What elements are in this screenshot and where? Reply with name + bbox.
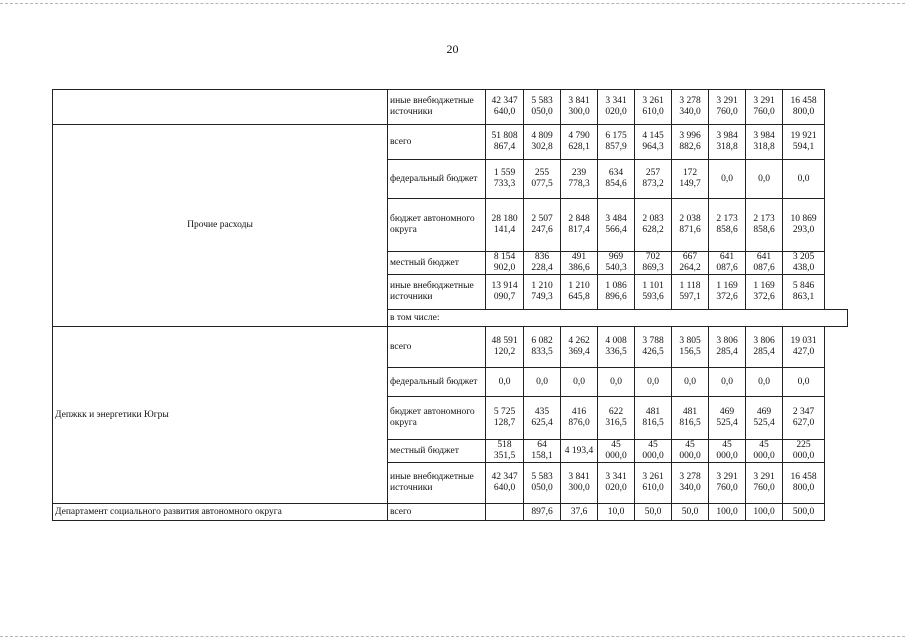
value-cell: 2 083 628,2 [635,199,672,252]
value-cell: 0,0 [486,368,524,397]
value-cell: 0,0 [746,368,783,397]
source-cell: бюджет автономного округа [388,397,486,440]
value-cell: 3 788 426,5 [635,327,672,368]
value-cell: 4 145 964,3 [635,125,672,160]
value-cell: 10 869 293,0 [783,199,825,252]
value-cell: 0,0 [672,368,709,397]
program-cell: Депжкк и энергетики Югры [53,327,388,504]
section-label: в том числе: [388,310,848,327]
value-cell: 4 008 336,5 [598,327,635,368]
value-cell: 6 175 857,9 [598,125,635,160]
source-cell: иные внебюджетные источники [388,90,486,125]
value-cell: 2 038 871,6 [672,199,709,252]
value-cell: 3 291 760,0 [709,463,746,504]
value-cell: 45 000,0 [598,440,635,463]
value-cell: 0,0 [783,368,825,397]
value-cell: 3 291 760,0 [709,90,746,125]
page-number: 20 [446,42,459,56]
value-cell: 3 341 020,0 [598,90,635,125]
source-cell: местный бюджет [388,440,486,463]
value-cell: 702 869,3 [635,252,672,275]
value-cell: 0,0 [746,160,783,199]
value-cell: 634 854,6 [598,160,635,199]
value-cell: 4 809 302,8 [524,125,561,160]
value-cell: 3 291 760,0 [746,90,783,125]
value-cell: 416 876,0 [561,397,598,440]
value-cell: 3 278 340,0 [672,90,709,125]
value-cell: 836 228,4 [524,252,561,275]
value-cell: 100,0 [746,504,783,521]
scan-top-edge [0,3,905,4]
value-cell: 37,6 [561,504,598,521]
value-cell: 0,0 [709,160,746,199]
value-cell: 3 261 610,0 [635,463,672,504]
value-cell: 5 846 863,1 [783,275,825,310]
value-cell: 0,0 [783,160,825,199]
value-cell: 1 210 645,8 [561,275,598,310]
value-cell: 42 347 640,0 [486,463,524,504]
value-cell: 19 921 594,1 [783,125,825,160]
table-row [53,327,848,368]
program-cell-blank [53,90,388,125]
value-cell: 641 087,6 [709,252,746,275]
value-cell-empty [486,504,524,521]
value-cell: 2 173 858,6 [746,199,783,252]
table-row [53,125,848,160]
value-cell: 48 591 120,2 [486,327,524,368]
value-cell: 518 351,5 [486,440,524,463]
value-cell: 491 386,6 [561,252,598,275]
value-cell: 225 000,0 [783,440,825,463]
budget-table [52,89,848,521]
value-cell: 469 525,4 [709,397,746,440]
value-cell: 19 031 427,0 [783,327,825,368]
table-row [53,90,848,125]
value-cell: 255 077,5 [524,160,561,199]
value-cell: 1 169 372,6 [746,275,783,310]
value-cell: 1 169 372,6 [709,275,746,310]
value-cell: 0,0 [635,368,672,397]
value-cell: 2 347 627,0 [783,397,825,440]
scan-bottom-edge [0,636,905,637]
value-cell: 1 086 896,6 [598,275,635,310]
value-cell: 481 816,5 [672,397,709,440]
value-cell: 3 806 285,4 [746,327,783,368]
value-cell: 3 984 318,8 [709,125,746,160]
value-cell: 4 193,4 [561,440,598,463]
source-cell: всего [388,504,486,521]
program-cell: Департамент социального развития автономного округа [53,504,388,521]
value-cell: 0,0 [561,368,598,397]
value-cell: 3 341 020,0 [598,463,635,504]
value-cell: 5 583 050,0 [524,463,561,504]
value-cell: 239 778,3 [561,160,598,199]
value-cell: 897,6 [524,504,561,521]
value-cell: 50,0 [635,504,672,521]
value-cell: 5 583 050,0 [524,90,561,125]
value-cell: 45 000,0 [672,440,709,463]
value-cell: 2 173 858,6 [709,199,746,252]
value-cell: 5 725 128,7 [486,397,524,440]
source-cell: всего [388,125,486,160]
value-cell: 3 261 610,0 [635,90,672,125]
source-cell: бюджет автономного округа [388,199,486,252]
value-cell: 3 205 438,0 [783,252,825,275]
value-cell: 3 291 760,0 [746,463,783,504]
value-cell: 500,0 [783,504,825,521]
value-cell: 8 154 902,0 [486,252,524,275]
source-cell: иные внебюджетные источники [388,275,486,310]
value-cell: 3 841 300,0 [561,90,598,125]
value-cell: 1 210 749,3 [524,275,561,310]
value-cell: 3 841 300,0 [561,463,598,504]
value-cell: 4 790 628,1 [561,125,598,160]
value-cell: 622 316,5 [598,397,635,440]
value-cell: 3 805 156,5 [672,327,709,368]
value-cell: 13 914 090,7 [486,275,524,310]
value-cell: 2 848 817,4 [561,199,598,252]
value-cell: 2 507 247,6 [524,199,561,252]
value-cell: 45 000,0 [709,440,746,463]
value-cell: 28 180 141,4 [486,199,524,252]
value-cell: 1 118 597,1 [672,275,709,310]
value-cell: 42 347 640,0 [486,90,524,125]
value-cell: 100,0 [709,504,746,521]
value-cell: 4 262 369,4 [561,327,598,368]
source-cell: всего [388,327,486,368]
value-cell: 641 087,6 [746,252,783,275]
value-cell: 1 559 733,3 [486,160,524,199]
value-cell: 64 158,1 [524,440,561,463]
value-cell: 6 082 833,5 [524,327,561,368]
value-cell: 10,0 [598,504,635,521]
value-cell: 969 540,3 [598,252,635,275]
table-row [53,504,848,521]
value-cell: 0,0 [709,368,746,397]
value-cell: 3 806 285,4 [709,327,746,368]
value-cell: 435 625,4 [524,397,561,440]
value-cell: 172 149,7 [672,160,709,199]
value-cell: 469 525,4 [746,397,783,440]
program-cell: Прочие расходы [53,125,388,327]
value-cell: 481 816,5 [635,397,672,440]
value-cell: 16 458 800,0 [783,463,825,504]
value-cell: 0,0 [524,368,561,397]
value-cell: 257 873,2 [635,160,672,199]
value-cell: 45 000,0 [635,440,672,463]
source-cell: местный бюджет [388,252,486,275]
value-cell: 1 101 593,6 [635,275,672,310]
source-cell: федеральный бюджет [388,160,486,199]
value-cell: 3 278 340,0 [672,463,709,504]
value-cell: 16 458 800,0 [783,90,825,125]
value-cell: 0,0 [598,368,635,397]
source-cell: федеральный бюджет [388,368,486,397]
value-cell: 3 984 318,8 [746,125,783,160]
value-cell: 3 996 882,6 [672,125,709,160]
value-cell: 667 264,2 [672,252,709,275]
value-cell: 50,0 [672,504,709,521]
value-cell: 45 000,0 [746,440,783,463]
source-cell: иные внебюджетные источники [388,463,486,504]
value-cell: 3 484 566,4 [598,199,635,252]
value-cell: 51 808 867,4 [486,125,524,160]
